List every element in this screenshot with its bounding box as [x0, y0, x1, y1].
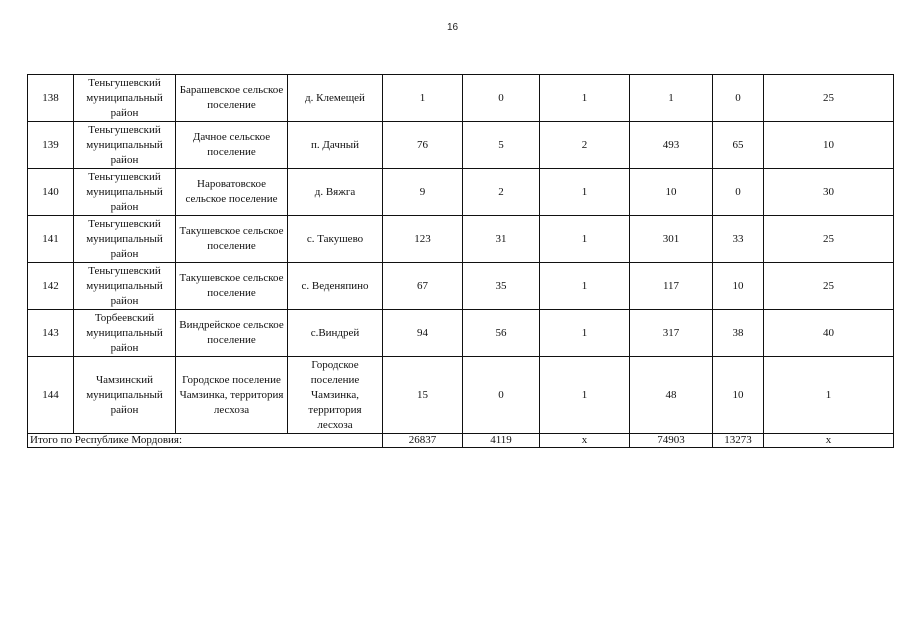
value-cell-6: 30 — [764, 169, 894, 216]
value-cell-1: 67 — [383, 263, 463, 310]
value-cell-1: 123 — [383, 216, 463, 263]
locality-cell: с. Такушево — [288, 216, 383, 263]
table-row — [28, 310, 894, 357]
value-cell-1: 1 — [383, 75, 463, 122]
value-cell-4: 317 — [630, 310, 713, 357]
locality-cell: Городское поселение Чамзинка, территория лесхоза — [288, 357, 383, 434]
value-cell-6: 1 — [764, 357, 894, 434]
value-cell-1: 76 — [383, 122, 463, 169]
row-number: 141 — [28, 216, 74, 263]
value-cell-2: 35 — [463, 263, 540, 310]
total-row — [28, 434, 894, 448]
row-number: 142 — [28, 263, 74, 310]
value-cell-3: 1 — [540, 216, 630, 263]
value-cell-4: 117 — [630, 263, 713, 310]
value-cell-4: 493 — [630, 122, 713, 169]
value-cell-6: 25 — [764, 263, 894, 310]
table-row — [28, 169, 894, 216]
locality-cell: с. Веденяпино — [288, 263, 383, 310]
settlements-table — [27, 74, 894, 448]
total-value-4: 74903 — [630, 434, 713, 448]
total-value-5: 13273 — [713, 434, 764, 448]
settlement-cell: Барашевское сельское поселение — [176, 75, 288, 122]
settlement-cell: Нароватовское сельское поселение — [176, 169, 288, 216]
settlement-cell: Виндрейское сельское поселение — [176, 310, 288, 357]
value-cell-2: 56 — [463, 310, 540, 357]
total-value-6: x — [764, 434, 894, 448]
row-number: 140 — [28, 169, 74, 216]
value-cell-4: 1 — [630, 75, 713, 122]
value-cell-3: 1 — [540, 310, 630, 357]
value-cell-2: 31 — [463, 216, 540, 263]
value-cell-5: 10 — [713, 357, 764, 434]
value-cell-3: 1 — [540, 169, 630, 216]
value-cell-5: 38 — [713, 310, 764, 357]
row-number: 138 — [28, 75, 74, 122]
settlement-cell: Дачное сельское поселение — [176, 122, 288, 169]
total-value-1: 26837 — [383, 434, 463, 448]
value-cell-3: 2 — [540, 122, 630, 169]
value-cell-6: 40 — [764, 310, 894, 357]
district-cell: Чамзинский муниципальный район — [74, 357, 176, 434]
value-cell-5: 0 — [713, 169, 764, 216]
value-cell-2: 2 — [463, 169, 540, 216]
value-cell-5: 10 — [713, 263, 764, 310]
locality-cell: д. Вяжга — [288, 169, 383, 216]
settlement-cell: Такушевское сельское поселение — [176, 263, 288, 310]
page-number: 16 — [446, 22, 459, 33]
value-cell-2: 0 — [463, 357, 540, 434]
value-cell-4: 301 — [630, 216, 713, 263]
value-cell-6: 10 — [764, 122, 894, 169]
table-row — [28, 263, 894, 310]
district-cell: Теньгушевский муниципальный район — [74, 169, 176, 216]
value-cell-5: 33 — [713, 216, 764, 263]
district-cell: Теньгушевский муниципальный район — [74, 216, 176, 263]
value-cell-2: 0 — [463, 75, 540, 122]
row-number: 143 — [28, 310, 74, 357]
value-cell-3: 1 — [540, 357, 630, 434]
locality-cell: п. Дачный — [288, 122, 383, 169]
district-cell: Теньгушевский муниципальный район — [74, 263, 176, 310]
table-row — [28, 357, 894, 434]
value-cell-2: 5 — [463, 122, 540, 169]
value-cell-5: 0 — [713, 75, 764, 122]
total-label: Итого по Республике Мордовия: — [28, 434, 383, 448]
district-cell: Торбеевский муниципальный район — [74, 310, 176, 357]
value-cell-4: 48 — [630, 357, 713, 434]
row-number: 139 — [28, 122, 74, 169]
table-row — [28, 75, 894, 122]
district-cell: Теньгушевский муниципальный район — [74, 75, 176, 122]
value-cell-6: 25 — [764, 75, 894, 122]
value-cell-1: 9 — [383, 169, 463, 216]
value-cell-3: 1 — [540, 263, 630, 310]
table-row — [28, 122, 894, 169]
locality-cell: с.Виндрей — [288, 310, 383, 357]
value-cell-1: 15 — [383, 357, 463, 434]
settlement-cell: Городское поселение Чамзинка, территория лесхоза — [176, 357, 288, 434]
row-number: 144 — [28, 357, 74, 434]
value-cell-6: 25 — [764, 216, 894, 263]
locality-cell: д. Клемещей — [288, 75, 383, 122]
total-value-2: 4119 — [463, 434, 540, 448]
table-row — [28, 216, 894, 263]
district-cell: Теньгушевский муниципальный район — [74, 122, 176, 169]
value-cell-3: 1 — [540, 75, 630, 122]
value-cell-1: 94 — [383, 310, 463, 357]
value-cell-4: 10 — [630, 169, 713, 216]
value-cell-5: 65 — [713, 122, 764, 169]
total-value-3: x — [540, 434, 630, 448]
settlement-cell: Такушевское сельское поселение — [176, 216, 288, 263]
